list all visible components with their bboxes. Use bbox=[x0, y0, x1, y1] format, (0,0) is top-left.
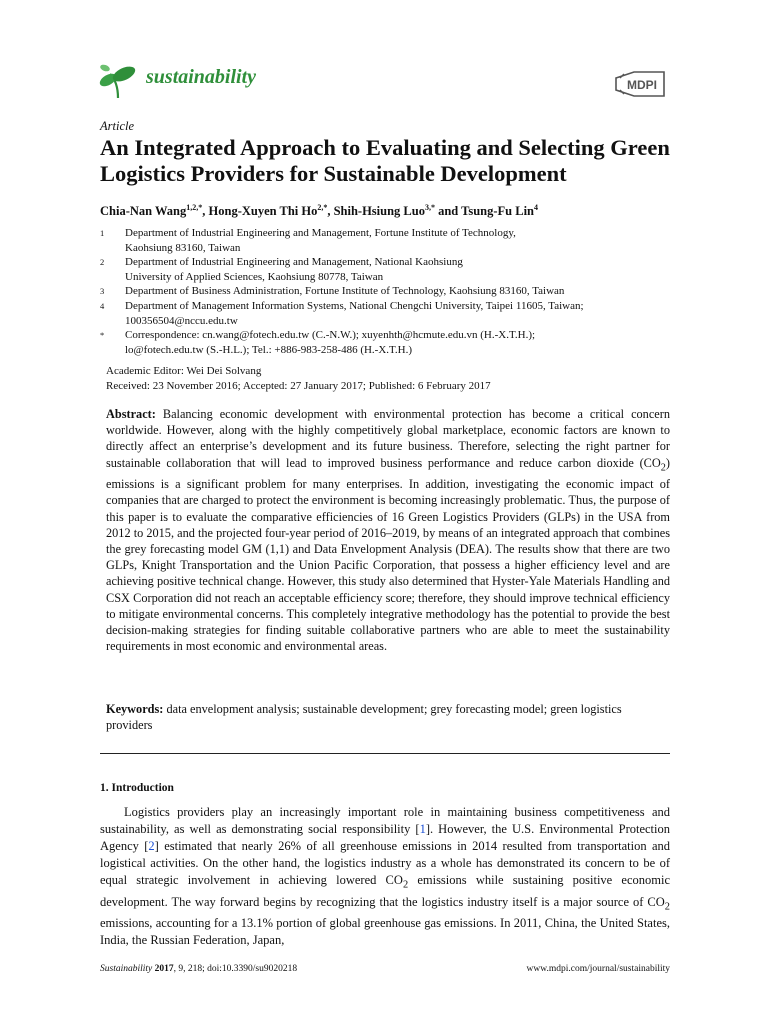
author-name: Chia-Nan Wang bbox=[100, 204, 187, 219]
journal-logo-icon bbox=[96, 60, 140, 100]
affiliation-line: Department of Management Information Systems, National Chengchi University, Taipei 11605, Taiwan; bbox=[125, 300, 584, 312]
paper-title: An Integrated Approach to Evaluating and Selecting Green Logistics Providers for Sustainable Development bbox=[100, 135, 670, 186]
affiliation-line: lo@fotech.edu.tw (S.-H.L.); Tel.: +886-983-258-486 (H.-X.T.H.) bbox=[125, 344, 413, 356]
author-separator: , bbox=[327, 204, 334, 219]
affiliation-mark: 1 bbox=[100, 228, 105, 238]
footer-citation bbox=[100, 964, 297, 974]
abstract-label: Abstract: bbox=[106, 407, 156, 421]
author-name: Tsung-Fu Lin bbox=[461, 204, 535, 219]
academic-editor: Academic Editor: Wei Dei Solvang bbox=[106, 365, 262, 377]
publisher-name: MDPI bbox=[627, 78, 657, 92]
affiliation-item bbox=[100, 284, 680, 299]
footer-url[interactable]: www.mdpi.com/journal/sustainability bbox=[526, 964, 670, 974]
affiliation-item bbox=[100, 226, 680, 256]
affiliation-line: 100356504@nccu.edu.tw bbox=[125, 315, 238, 327]
intro-text: emissions while sustaining positive economic development. The way forward begins by recognizing that the logistics industry itself is a major source of CO bbox=[100, 873, 670, 909]
author-list bbox=[100, 203, 538, 219]
abstract-text-1: Balancing economic development with environmental protection has become a critical concern worldwide. However, along with the highly competitively global marketplace, economic factors are known to directly affect an enterprise’s development and its future business. Therefore, selecting the right partner for sustainable collaboration that will lead to improved business performance and reduce carbon dioxide (CO bbox=[106, 407, 670, 470]
footer-year: 2017 bbox=[154, 964, 174, 974]
affiliation-line: Kaohsiung 83160, Taiwan bbox=[125, 242, 241, 254]
affiliation-mark: 4 bbox=[100, 301, 105, 311]
author-name: Shih-Hsiung Luo bbox=[333, 204, 425, 219]
subscript: 2 bbox=[664, 901, 670, 912]
author-affiliation-marks: 3, bbox=[424, 203, 431, 212]
section-divider bbox=[100, 753, 670, 754]
affiliation-line: University of Applied Sciences, Kaohsiung 80778, Taiwan bbox=[125, 271, 384, 283]
author-separator: and bbox=[434, 204, 462, 219]
affiliation-mark: * bbox=[100, 330, 105, 340]
footer-journal: Sustainability bbox=[100, 964, 153, 974]
keywords-text: data envelopment analysis; sustainable development; grey forecasting model; green logistics providers bbox=[106, 702, 622, 733]
section-heading: 1. Introduction bbox=[100, 782, 174, 794]
affiliation-item bbox=[100, 255, 680, 285]
author-separator: , bbox=[202, 204, 209, 219]
affiliation-item bbox=[100, 328, 680, 358]
footer-doi: , 9, 218; doi:10.3390/su9020218 bbox=[173, 964, 298, 974]
author-affiliation-marks: 1,2, bbox=[186, 203, 199, 212]
affiliation-line: Department of Industrial Engineering and Management, Fortune Institute of Technology, bbox=[125, 227, 516, 239]
intro-text: ] estimated that nearly 26% of all greenhouse emissions in 2014 resulted from transportation and logistical activities. On the other hand, the logistics industry as a whole has demonstrated its concern to be of equal strategic involvement in achieving lowered CO bbox=[100, 839, 670, 887]
intro-text: Logistics providers play an increasingly important role in maintaining business competitiveness and sustainability, as well as demonstrating social responsibility [ bbox=[100, 805, 670, 836]
journal-name: sustainability bbox=[146, 66, 257, 88]
affiliation-line: Department of Industrial Engineering and Management, National Kaohsiung bbox=[125, 256, 463, 268]
keywords bbox=[106, 701, 670, 733]
corresponding-mark: * bbox=[430, 203, 435, 212]
subscript: 2 bbox=[402, 879, 409, 891]
intro-paragraph bbox=[100, 804, 670, 949]
affiliation-mark: 2 bbox=[100, 257, 105, 267]
author-affiliation-marks: 2, bbox=[317, 203, 324, 212]
affiliation-line: Department of Business Administration, Fortune Institute of Technology, Kaohsiung 83160, Taiwan bbox=[125, 285, 565, 297]
abstract bbox=[106, 406, 670, 655]
corresponding-mark: * bbox=[323, 203, 328, 212]
affiliation-line: Correspondence: cn.wang@fotech.edu.tw (C.-N.W.); xuyenhth@hcmute.edu.vn (H.-X.T.H.); bbox=[125, 329, 536, 341]
author-affiliation-marks: 4 bbox=[534, 203, 539, 212]
intro-text: ]. However, the U.S. Environmental Protection Agency [ bbox=[100, 822, 671, 853]
corresponding-mark: * bbox=[198, 203, 203, 212]
abstract-subscript: 2 bbox=[660, 462, 666, 474]
mdpi-logo bbox=[612, 70, 668, 100]
affiliation-mark: 3 bbox=[100, 286, 105, 296]
intro-text: emissions, accounting for a 13.1% portion of global greenhouse gas emissions. In 2011, China, the United States, India, the Russian Federation, Japan, bbox=[100, 916, 670, 947]
citation-link-1[interactable]: 1 bbox=[419, 822, 426, 836]
affiliation-item bbox=[100, 299, 680, 329]
citation-link-2[interactable]: 2 bbox=[148, 839, 155, 853]
publication-dates: Received: 23 November 2016; Accepted: 27 January 2017; Published: 6 February 2017 bbox=[106, 380, 491, 392]
keywords-label: Keywords: bbox=[106, 702, 164, 716]
author-name: Hong-Xuyen Thi Ho bbox=[208, 204, 318, 219]
abstract-text-2: ) emissions is a significant problem for many enterprises. In addition, investigating the economic impact of companies that are charged to protect the environment is becoming increasingly problematic. Thus, the purpose of this paper is to evaluate the comparative efficiencies of 16 Green Logistics Providers (GLPs) in the USA from 2012 to 2015, and the projected four-year period of 2016–2019, by means of an integrated approach that combines the grey forecasting model GM (1,1) and Data Envelopment Analysis (DEA). The results show that there are two GLPs, Knight Transportation and the Union Pacific Corporation, that possess a higher efficiency level and are achieving positive technical change. However, this study also determined that Hyster-Yale Materials Handling and CSX Corporation did not reach an acceptable efficiency score; therefore, they should improve technical efficiency to mitigate environmental concerns. This completely integrative methodology has the potential to provide the best decision-making strategies for finding suitable collaborative partners who are able to meet the sustainability requirements in most economic and environmental areas. bbox=[106, 455, 670, 654]
article-type: Article bbox=[100, 119, 135, 133]
